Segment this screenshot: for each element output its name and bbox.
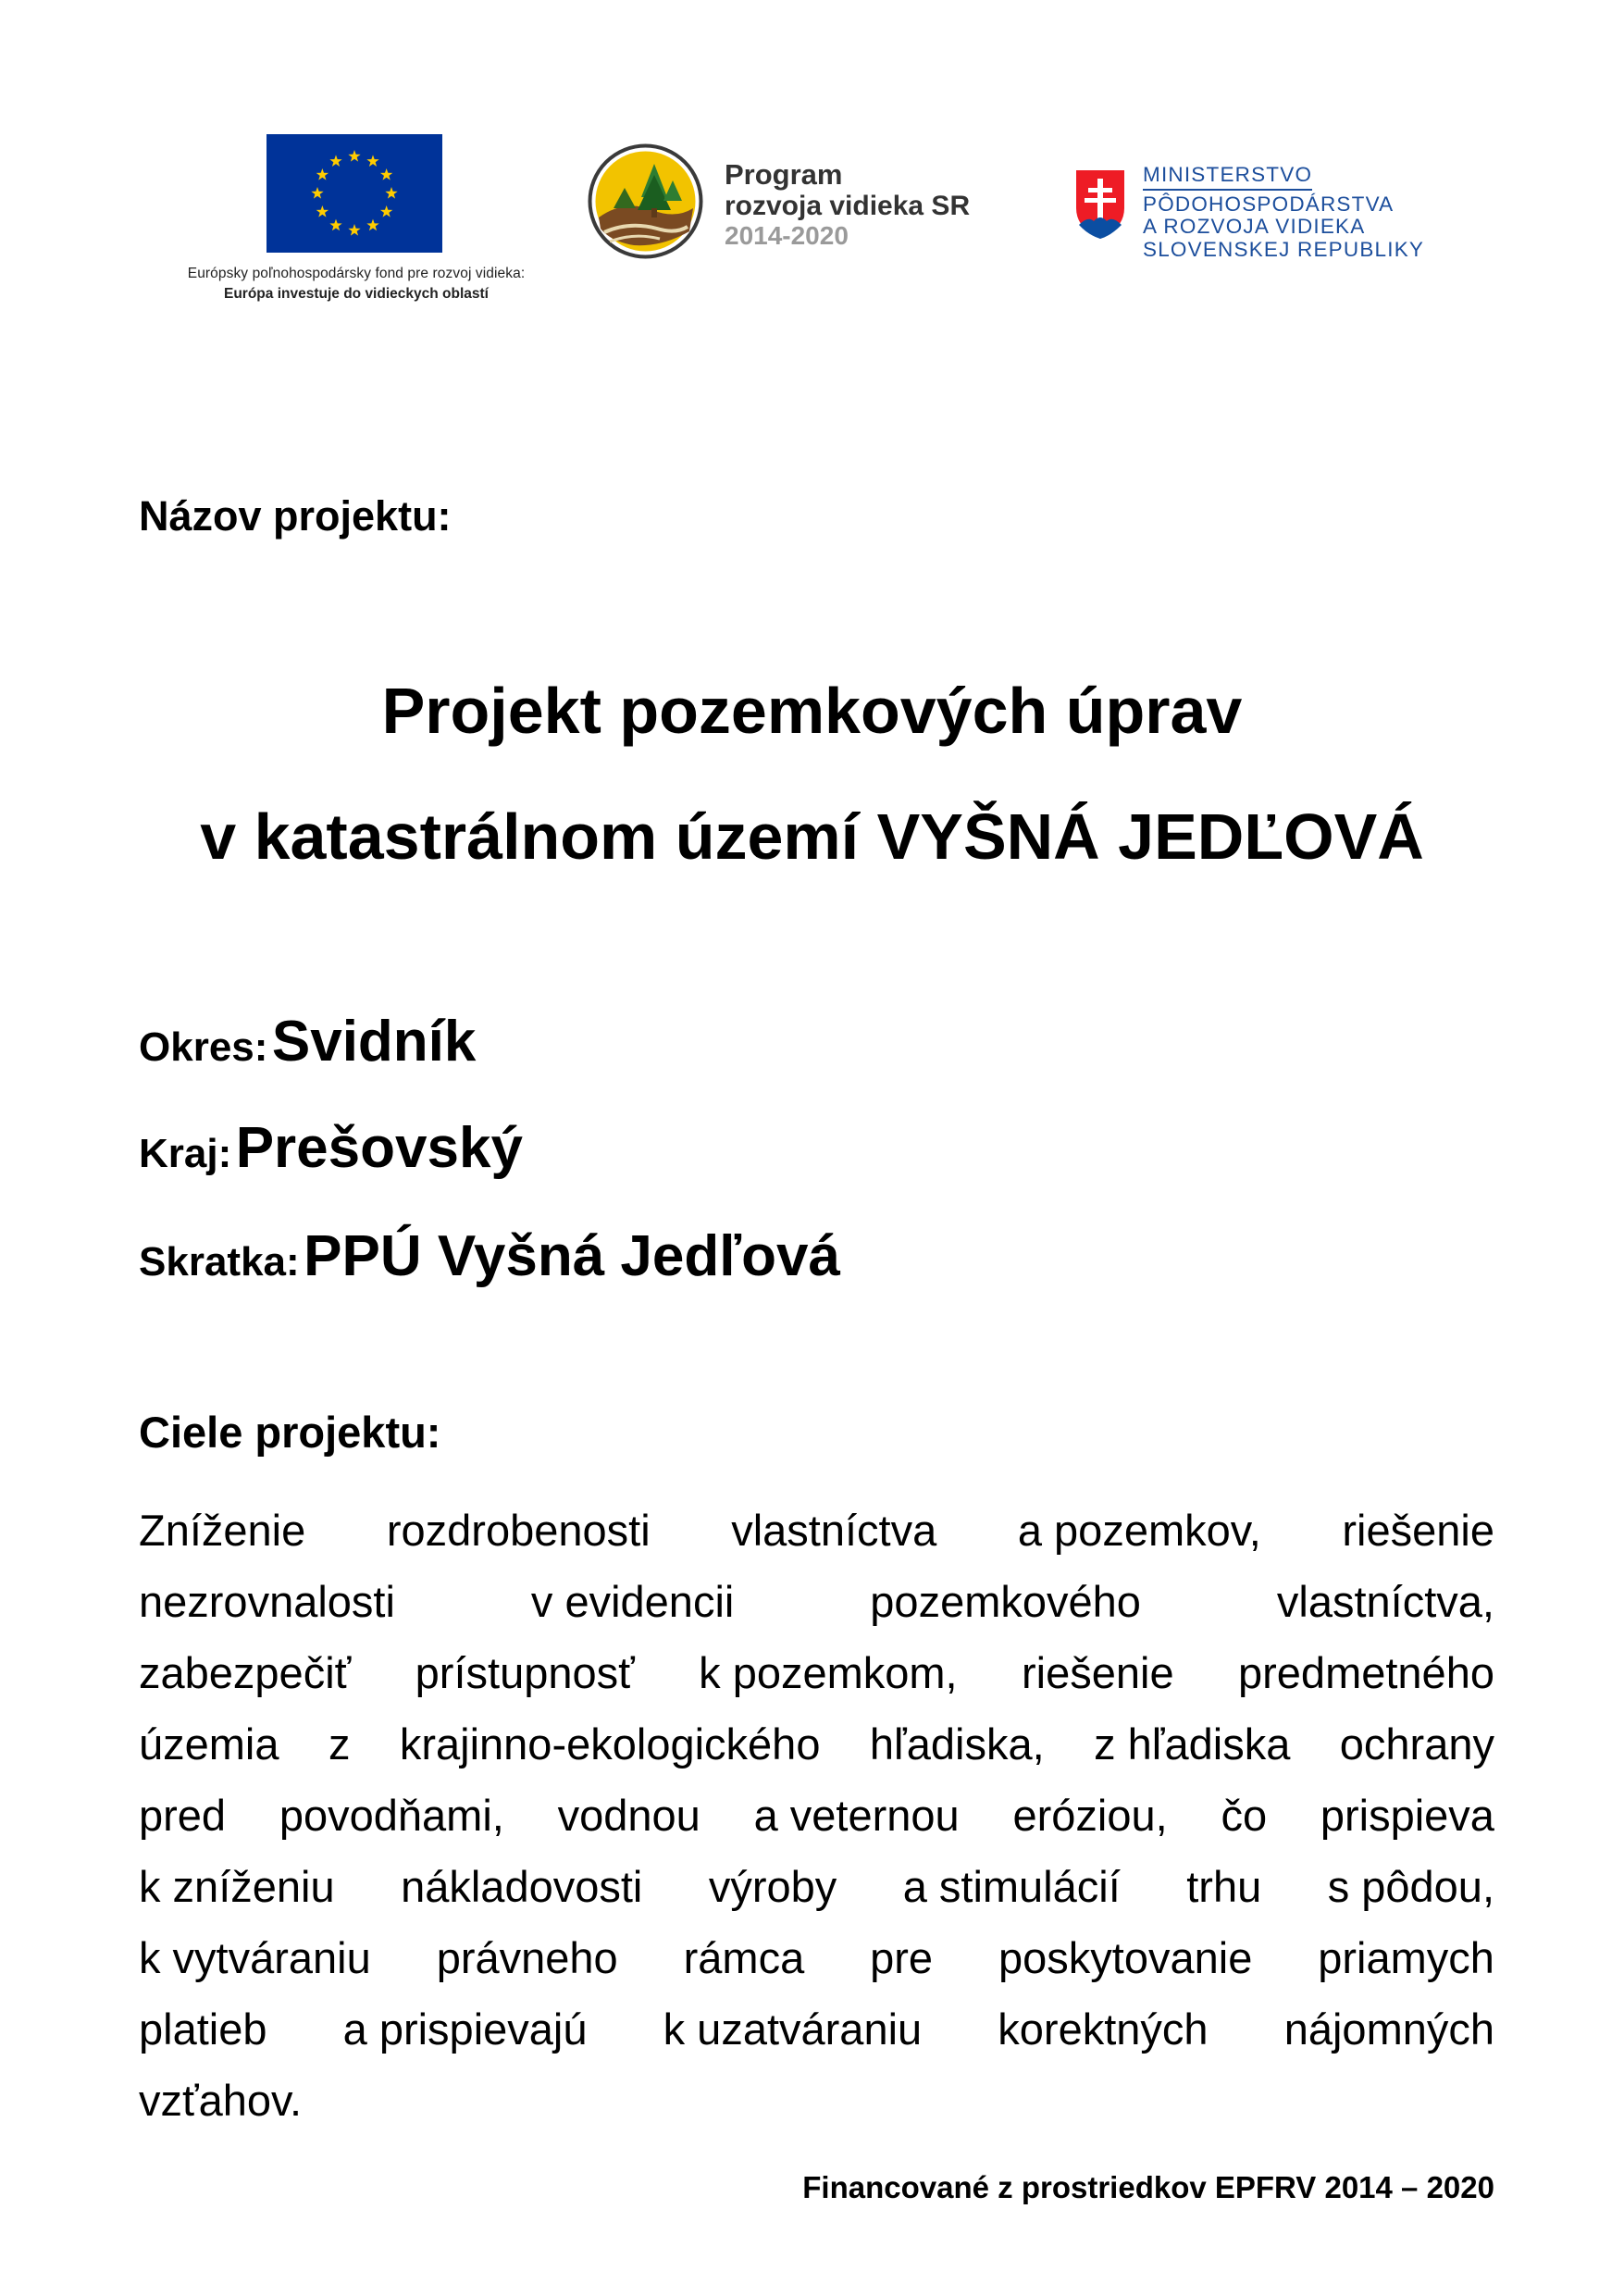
ministry-line4: SLOVENSKEJ REPUBLIKY xyxy=(1143,237,1425,261)
prv-logo-block xyxy=(588,143,1023,264)
goals-word: s pôdou, xyxy=(1327,1862,1494,1911)
region-value: Prešovský xyxy=(235,1116,523,1180)
goals-word: poskytovanie xyxy=(998,1933,1253,1982)
goals-word: právneho xyxy=(436,1933,618,1982)
goals-word: výroby xyxy=(708,1862,837,1911)
goals-word: rámca xyxy=(683,1933,805,1982)
goals-word: pre xyxy=(870,1933,934,1982)
goals-word: vodnou xyxy=(557,1791,700,1840)
goals-line xyxy=(139,1637,1494,1708)
goals-word: povodňami, xyxy=(279,1791,504,1840)
goals-word: k vytváraniu xyxy=(139,1933,371,1982)
goals-word: prístupnosť xyxy=(415,1648,635,1697)
goals-word: predmetného xyxy=(1238,1648,1494,1697)
eu-caption-line1: Európsky poľnohospodársky fond pre rozvoj vidieka: xyxy=(187,266,526,281)
goals-word: nákladovosti xyxy=(401,1862,643,1911)
ministry-line2: PÔDOHOSPODÁRSTVA xyxy=(1143,192,1395,216)
goals-word: k zníženiu xyxy=(139,1862,335,1911)
goals-line xyxy=(139,1708,1494,1780)
goals-word: trhu xyxy=(1186,1862,1262,1911)
goals-word: pred xyxy=(139,1791,227,1840)
prv-line2: rozvoja vidieka SR xyxy=(725,191,971,221)
goals-line xyxy=(139,1922,1494,1993)
ministry-line1: MINISTERSTVO xyxy=(1143,164,1312,191)
goals-word: a stimulácií xyxy=(902,1862,1121,1911)
goals-line xyxy=(139,1495,1494,1566)
abbreviation-value: PPÚ Vyšná Jedľová xyxy=(304,1224,840,1288)
project-name-label: Názov projektu: xyxy=(139,492,452,540)
goals-word: vzťahov. xyxy=(139,2076,303,2125)
goals-word: čo xyxy=(1221,1791,1268,1840)
goals-word: ochrany xyxy=(1339,1719,1494,1769)
goals-line xyxy=(139,1780,1494,1851)
ministry-line3: A ROZVOJA VIDIEKA xyxy=(1143,215,1366,238)
goals-word: z xyxy=(328,1719,351,1769)
slovak-coat-of-arms-icon xyxy=(1073,168,1127,242)
goals-word: a prispievajú xyxy=(342,2004,588,2054)
goals-word: k pozemkom, xyxy=(699,1648,958,1697)
region-row xyxy=(139,1115,523,1181)
ministry-text xyxy=(1143,164,1424,261)
district-value: Svidník xyxy=(271,1010,477,1074)
eu-caption-line2: Európa investuje do vidieckych oblastí xyxy=(224,286,489,302)
project-goals-label: Ciele projektu: xyxy=(139,1408,441,1457)
eu-flag-icon xyxy=(267,134,442,253)
goals-word: k uzatváraniu xyxy=(663,2004,923,2054)
ministry-logo-block xyxy=(1073,164,1462,284)
goals-word: územia xyxy=(139,1719,279,1769)
goals-word: vlastníctva, xyxy=(1276,1577,1494,1626)
prv-line1: Program xyxy=(725,158,843,191)
goals-word: a veternou xyxy=(753,1791,960,1840)
goals-line xyxy=(139,2065,1494,2136)
district-row xyxy=(139,1009,476,1074)
goals-line xyxy=(139,1993,1494,2065)
prv-emblem-icon xyxy=(588,143,703,259)
goals-word: v evidencii xyxy=(530,1577,735,1626)
district-label: Okres: xyxy=(139,1024,268,1070)
goals-word: prispieva xyxy=(1320,1791,1494,1840)
goals-word: vlastníctva xyxy=(731,1506,937,1555)
project-title-line2: v katastrálnom území VYŠNÁ JEDĽOVÁ xyxy=(200,800,1424,873)
goals-line xyxy=(139,1851,1494,1922)
goals-word: pozemkového xyxy=(870,1577,1141,1626)
goals-word: krajinno-ekologického xyxy=(399,1719,821,1769)
goals-word: nájomných xyxy=(1283,2004,1494,2054)
goals-word: Zníženie xyxy=(139,1506,306,1555)
project-goals-paragraph xyxy=(139,1495,1494,2136)
abbreviation-label: Skratka: xyxy=(139,1239,300,1285)
goals-word: zabezpečiť xyxy=(139,1648,352,1697)
goals-word: hľadiska, xyxy=(869,1719,1045,1769)
abbreviation-row xyxy=(139,1223,840,1289)
region-label: Kraj: xyxy=(139,1131,232,1176)
goals-line xyxy=(139,1566,1494,1637)
goals-word: platieb xyxy=(139,2004,267,2054)
financing-note: Financované z prostriedkov EPFRV 2014 – 2020 xyxy=(802,2170,1494,2204)
goals-word: nezrovnalosti xyxy=(139,1577,395,1626)
goals-word: priamych xyxy=(1318,1933,1494,1982)
goals-word: rozdrobenosti xyxy=(386,1506,651,1555)
goals-word: korektných xyxy=(998,2004,1209,2054)
goals-word: eróziou, xyxy=(1012,1791,1168,1840)
goals-word: riešenie xyxy=(1342,1506,1494,1555)
goals-word: z hľadiska xyxy=(1094,1719,1291,1769)
goals-word: a pozemkov, xyxy=(1017,1506,1261,1555)
goals-word: riešenie xyxy=(1022,1648,1174,1697)
project-title-line1: Projekt pozemkových úprav xyxy=(381,675,1243,747)
prv-text xyxy=(725,160,970,249)
prv-line3: 2014-2020 xyxy=(725,221,849,250)
eu-logo-block xyxy=(130,134,583,303)
